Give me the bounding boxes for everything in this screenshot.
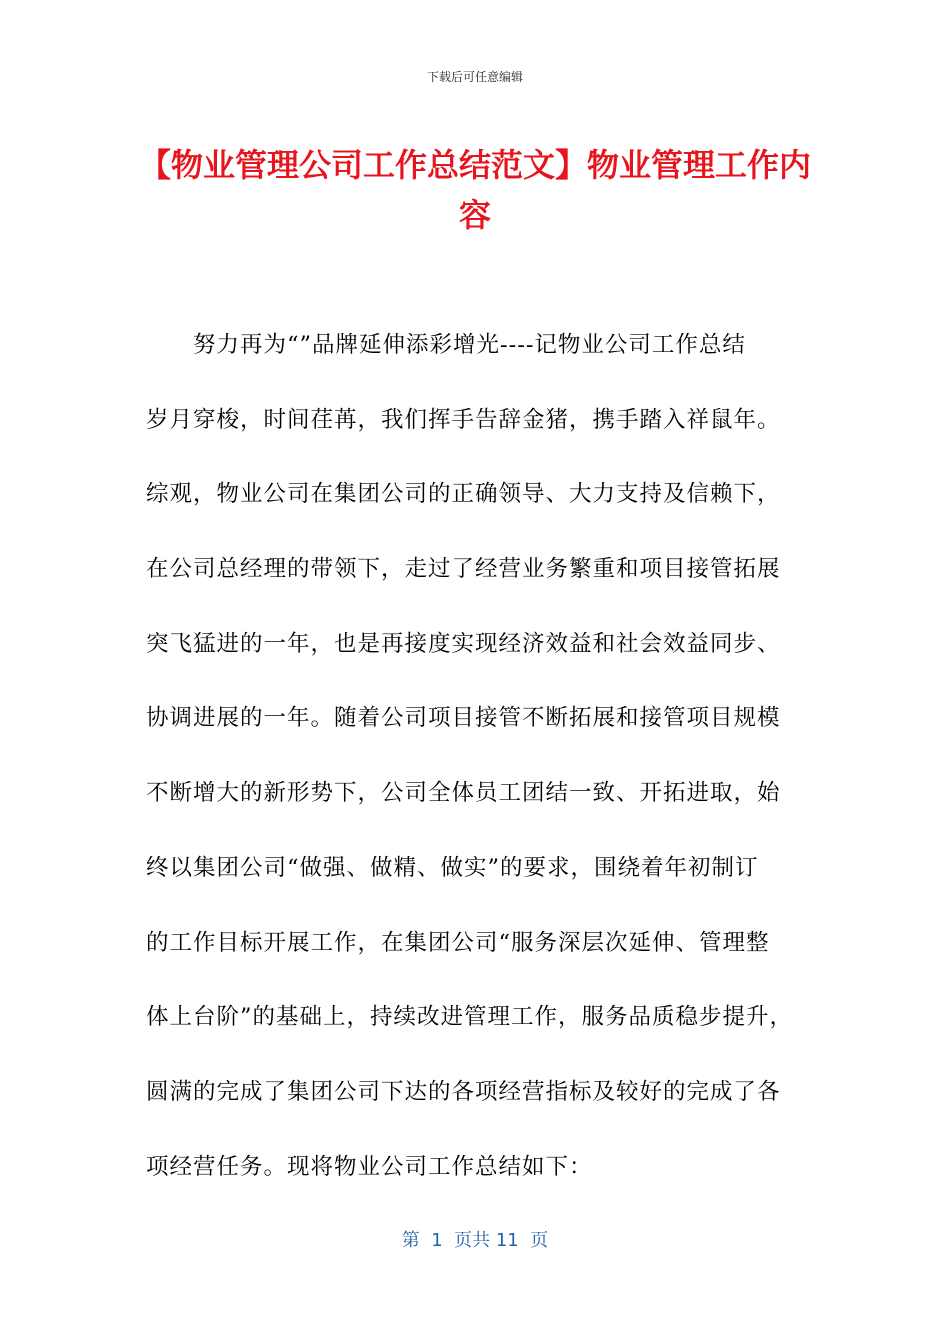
header-note: 下载后可任意编辑 bbox=[426, 70, 523, 84]
body-line: 项经营任务。现将物业公司工作总结如下： bbox=[146, 1153, 593, 1180]
body-line: 的工作目标开展工作，在集团公司“服务深层次延伸、管理整 bbox=[146, 929, 770, 956]
body-line: 综观，物业公司在集团公司的正确领导、大力支持及信赖下， bbox=[146, 481, 781, 508]
body-line: 努力再为“”品牌延伸添彩增光----记物业公司工作总结 bbox=[193, 332, 746, 358]
body-line: 突飞猛进的一年，也是再接度实现经济效益和社会效益同步、 bbox=[146, 630, 781, 657]
body-line: 体上台阶”的基础上，持续改进管理工作，服务品质稳步提升， bbox=[146, 1004, 794, 1031]
body-line: 岁月穿梭，时间荏苒，我们挥手告辞金猪，携手踏入祥鼠年。 bbox=[146, 406, 781, 433]
body-line: 不断增大的新形势下，公司全体员工团结一致、开拓进取，始 bbox=[146, 780, 781, 807]
page-number-footer: 第 1 页共 11 页 bbox=[401, 1230, 549, 1251]
body-line: 终以集团公司“做强、做精、做实”的要求，围绕着年初制订 bbox=[146, 854, 759, 881]
document-title: 【物业管理公司工作总结范文】物业管理工作内容 bbox=[138, 146, 811, 234]
body-line: 在公司总经理的带领下，走过了经营业务繁重和项目接管拓展 bbox=[146, 556, 781, 583]
body-text bbox=[146, 320, 806, 1216]
body-line: 圆满的完成了集团公司下达的各项经营指标及较好的完成了各 bbox=[146, 1078, 781, 1105]
body-line: 协调进展的一年。随着公司项目接管不断拓展和接管项目规模 bbox=[146, 705, 781, 732]
